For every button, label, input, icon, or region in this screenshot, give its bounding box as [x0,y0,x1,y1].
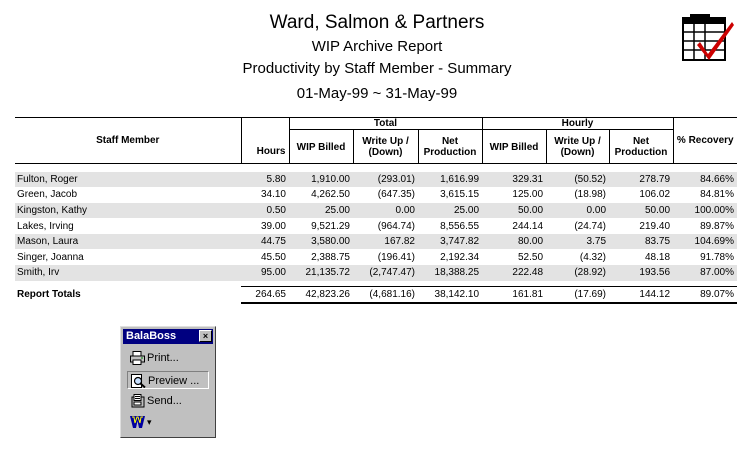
totals-hours: 264.65 [241,287,289,303]
cell-total-net-production: 1,616.99 [418,172,482,188]
cell-hours: 0.50 [241,203,289,219]
table-row [15,265,737,281]
cell-hourly-write-up: 3.75 [546,234,609,250]
cell-total-wip-billed: 1,910.00 [289,172,353,188]
totals-total-net: 38,142.10 [418,287,482,303]
cell-total-wip-billed: 25.00 [289,203,353,219]
cell-staff-name: Smith, Irv [15,265,241,281]
col-staff-member: Staff Member [15,118,241,164]
cell-hours: 34.10 [260,189,286,201]
cell-recovery: 84.81% [700,189,735,201]
cell-staff-name: Singer, Joanna [17,251,84,263]
cell-total-write-up: (293.01) [353,172,418,188]
cell-hours: 45.50 [260,251,286,263]
col-recovery: % Recovery [673,118,737,164]
table-row [15,218,737,234]
col-total-wip-billed: WIP Billed [289,130,353,164]
cell-total-write-up: (964.74) [377,220,415,232]
cell-hourly-net-production: 83.75 [609,234,673,250]
col-total-net-production: Net Production [418,130,482,164]
totals-label: Report Totals [17,289,81,301]
print-label: Print... [147,352,179,364]
cell-hourly-write-up: (24.74) [574,220,607,232]
cell-total-wip-billed: 4,262.50 [311,189,350,201]
cell-recovery: 87.00% [673,265,737,281]
col-hourly-net-production: Net Production [609,130,673,164]
magnifier-icon [131,374,146,388]
cell-hourly-write-up: (50.52) [546,172,609,188]
cell-staff-name: Lakes, Irving [17,220,74,232]
table-row [15,249,737,265]
report-period: 01-May-99 ~ 31-May-99 [296,85,458,102]
cell-hours: 5.80 [241,172,289,188]
totals-total-wip: 42,823.26 [289,287,353,303]
col-hours: Hours [241,118,289,164]
table-row [15,234,737,250]
totals-recovery: 89.07% [673,287,737,303]
cell-hourly-net-production: 219.40 [639,220,671,232]
report-title: WIP Archive Report [311,38,443,55]
preview-label: Preview ... [148,375,200,387]
col-hourly-wip-billed: WIP Billed [482,130,546,164]
cell-recovery: 100.00% [673,203,737,219]
cell-total-write-up: 167.82 [353,234,418,250]
cell-hourly-wip-billed: 52.50 [517,251,544,263]
productivity-table [15,117,737,304]
cell-hourly-net-production: 48.18 [644,251,671,263]
cell-recovery: 89.87% [700,220,735,232]
word-icon [130,415,145,429]
totals-hourly-wip: 161.81 [482,287,546,303]
col-hourly-group: Hourly [482,118,673,130]
cell-hourly-wip-billed: 329.31 [482,172,546,188]
preview-button[interactable] [127,371,209,389]
cell-hourly-write-up: (4.32) [579,251,607,263]
cell-hourly-net-production: 193.56 [609,265,673,281]
cell-hours: 39.00 [260,220,286,232]
col-total-write-up: Write Up / (Down) [353,130,418,164]
table-row [15,172,737,188]
cell-hourly-wip-billed: 222.48 [482,265,546,281]
cell-hourly-write-up: 0.00 [546,203,609,219]
cell-total-wip-billed: 9,521.29 [311,220,350,232]
cell-total-net-production: 3,747.82 [418,234,482,250]
cell-total-net-production: 25.00 [418,203,482,219]
totals-hourly-writeup: (17.69) [546,287,609,303]
cell-total-net-production: 8,556.55 [440,220,480,232]
word-dropdown-arrow[interactable]: ▾ [147,417,152,427]
cell-total-write-up: (647.35) [377,189,415,201]
cell-recovery: 91.78% [700,251,735,263]
cell-hourly-write-up: (18.98) [574,189,607,201]
table-row [15,203,737,219]
cell-hourly-wip-billed: 80.00 [482,234,546,250]
printer-icon [130,351,145,365]
cell-hourly-write-up: (28.92) [546,265,609,281]
cell-total-net-production: 3,615.15 [440,189,480,201]
company-name: Ward, Salmon & Partners [269,12,485,33]
table-row [15,187,737,203]
cell-recovery: 104.69% [673,234,737,250]
toolbox-title-bar[interactable] [123,329,213,344]
totals-total-writeup: (4,681.16) [353,287,418,303]
cell-hourly-net-production: 278.79 [609,172,673,188]
balaboss-toolbox[interactable] [120,326,216,438]
toolbox-title: BalaBoss [126,330,177,342]
cell-recovery: 84.66% [673,172,737,188]
checklist-logo-icon [680,12,736,64]
cell-hourly-wip-billed: 244.14 [512,220,544,232]
cell-hourly-net-production: 106.02 [639,189,671,201]
send-button[interactable] [127,392,209,410]
close-button[interactable]: × [199,330,212,342]
cell-staff-name: Mason, Laura [15,234,241,250]
cell-hours: 95.00 [241,265,289,281]
totals-hourly-net: 144.12 [609,287,673,303]
col-total-group: Total [289,118,482,130]
cell-total-net-production: 2,192.34 [440,251,480,263]
print-button[interactable] [127,349,209,367]
send-icon [130,394,145,408]
cell-staff-name: Fulton, Roger [15,172,241,188]
cell-total-write-up: (2,747.47) [353,265,418,281]
cell-hourly-wip-billed: 50.00 [482,203,546,219]
cell-total-wip-billed: 2,388.75 [311,251,350,263]
cell-total-write-up: (196.41) [377,251,415,263]
report-subtitle: Productivity by Staff Member - Summary [242,60,512,77]
cell-hourly-net-production: 50.00 [609,203,673,219]
cell-total-net-production: 18,388.25 [418,265,482,281]
cell-staff-name: Kingston, Kathy [15,203,241,219]
cell-staff-name: Green, Jacob [17,189,78,201]
cell-hourly-wip-billed: 125.00 [512,189,544,201]
cell-total-wip-billed: 3,580.00 [289,234,353,250]
col-hourly-write-up: Write Up / (Down) [546,130,609,164]
report-totals-row [15,287,737,303]
cell-total-wip-billed: 21,135.72 [289,265,353,281]
send-label: Send... [147,395,182,407]
report-header [0,10,754,106]
word-export-button[interactable] [127,413,209,431]
cell-hours: 44.75 [241,234,289,250]
cell-total-write-up: 0.00 [353,203,418,219]
